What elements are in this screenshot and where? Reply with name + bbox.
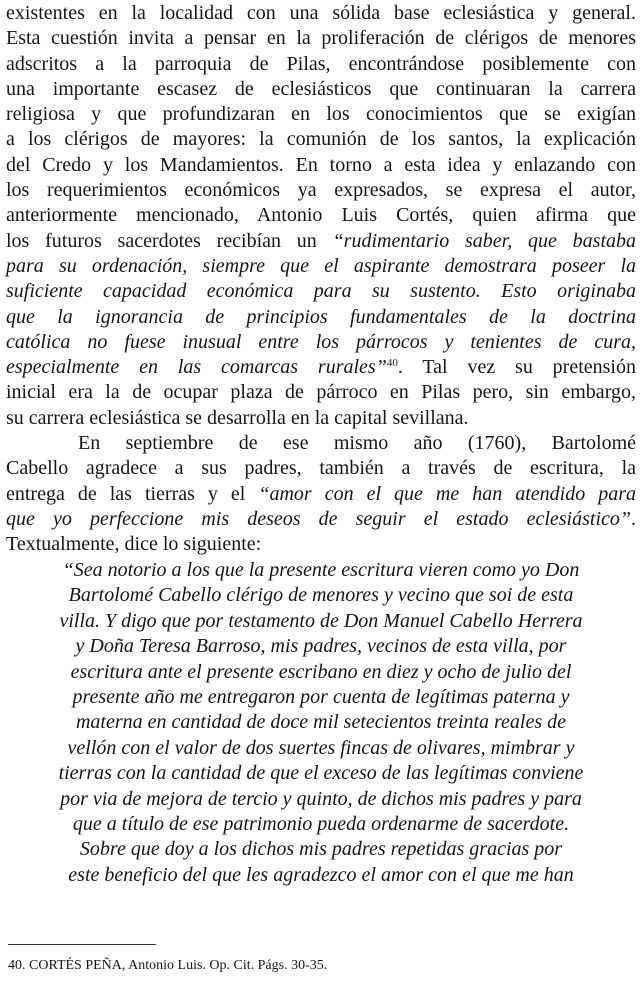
paragraph-2 [6,431,636,557]
quoted-line: para su ordenación, siempre que el aspirante demostrara poseer la [6,254,636,277]
text-line: adscritos a la parroquia de Pilas, encontrándose posiblemente con [6,52,636,75]
footnote-divider [8,944,156,945]
text-line: existentes en la localidad con una sólida base eclesiástica y general. [6,2,636,24]
text-line [6,507,636,532]
quote-line: por via de mejora de tercio y quinto, de dichos mis padres y para [60,787,582,810]
text-line: Esta cuestión invita a pensar en la proliferación de clérigos de menores [6,27,636,50]
text-line [6,482,636,507]
quote-line: villa. Y digo que por testamento de Don Manuel Cabello Herrera [59,609,583,632]
text-line: Cabello agradece a sus padres, también a través de escritura, la [6,457,636,480]
quote-line: vellón con el valor de dos suertes fincas de olivares, mimbrar y [67,736,575,759]
quote-line: Sobre que doy a los dichos mis padres repetidas gracias por [79,838,563,861]
text-line: a los clérigos de mayores: la comunión de los santos, la explicación [6,128,636,151]
block-quote [6,558,636,888]
footnote: 40. CORTÉS PEÑA, Antonio Luis. Op. Cit. Págs. 30-35. [8,958,328,973]
text-segment: . [631,507,636,530]
text-segment: entrega de las tierras y el [6,482,259,505]
quoted-text: “rudimentario saber, que bastaba [332,229,636,252]
quoted-line: católica no fuese inusual entre los párrocos y tenientes de cura, [6,330,636,353]
text-segment: los futuros sacerdotes recibían un [6,229,333,252]
quoted-text: que yo perfeccione mis deseos de seguir el estado eclesiástico” [6,507,631,530]
quote-line: tierras con la cantidad de que el exceso de las legítimas conviene [58,762,584,785]
text-line: Textualmente, dice lo siguiente: [6,533,262,556]
paragraph-1 [6,0,636,431]
text-line: religiosa y que profundizaran en los conocimientos que se exigían [6,103,636,126]
quote-line: este beneficio del que les agradezco el amor con el que me han [68,863,574,886]
text-line: una importante escasez de eclesiásticos que continuaran la carrera [6,77,636,100]
text-line [6,229,636,254]
quote-line: “Sea notorio a los que la presente escritura vieren como yo Don [62,559,580,581]
quoted-line: que la ignorancia de principios fundamentales de la doctrina [6,305,636,328]
text-segment: . Tal vez su pretensión [397,356,636,379]
quote-line: escritura ante el presente escribano en diez y ocho de julio del [70,660,572,683]
text-line [6,355,636,380]
quote-line: que a título de ese patrimonio pueda ordenarme de sacerdote. [72,812,570,835]
text-line: inicial era la de ocupar plaza de párroco en Pilas pero, sin embargo, [6,381,636,404]
quoted-line: suficiente capacidad económica para su sustento. Esto originaba [6,280,636,303]
quote-line: Bartolomé Cabello clérigo de menores y vecino que soi de esta [68,584,574,607]
quote-line: presente año me entregaron por cuenta de legítimas paterna y [72,685,570,708]
quote-line: y Doña Teresa Barroso, mis padres, vecinos de esta villa, por [75,635,567,658]
quoted-text: “amor con el que me han atendido para [258,482,636,505]
quoted-text: especialmente en las comarcas rurales” [6,356,387,379]
quote-line: materna en cantidad de doce mil setecientos treinta reales de [75,711,567,734]
text-line: En septiembre de ese mismo año (1760), Bartolomé [78,432,636,455]
footnote-reference[interactable]: 40 [386,357,398,370]
main-text [6,0,636,558]
text-line: anteriormente mencionado, Antonio Luis Cortés, quien afirma que [6,204,636,227]
text-line: del Credo y los Mandamientos. En torno a esta idea y enlazando con [6,153,636,176]
text-line: su carrera eclesiástica se desarrolla en la capital sevillana. [6,406,469,429]
text-line: los requerimientos económicos ya expresados, se expresa el autor, [6,179,636,202]
